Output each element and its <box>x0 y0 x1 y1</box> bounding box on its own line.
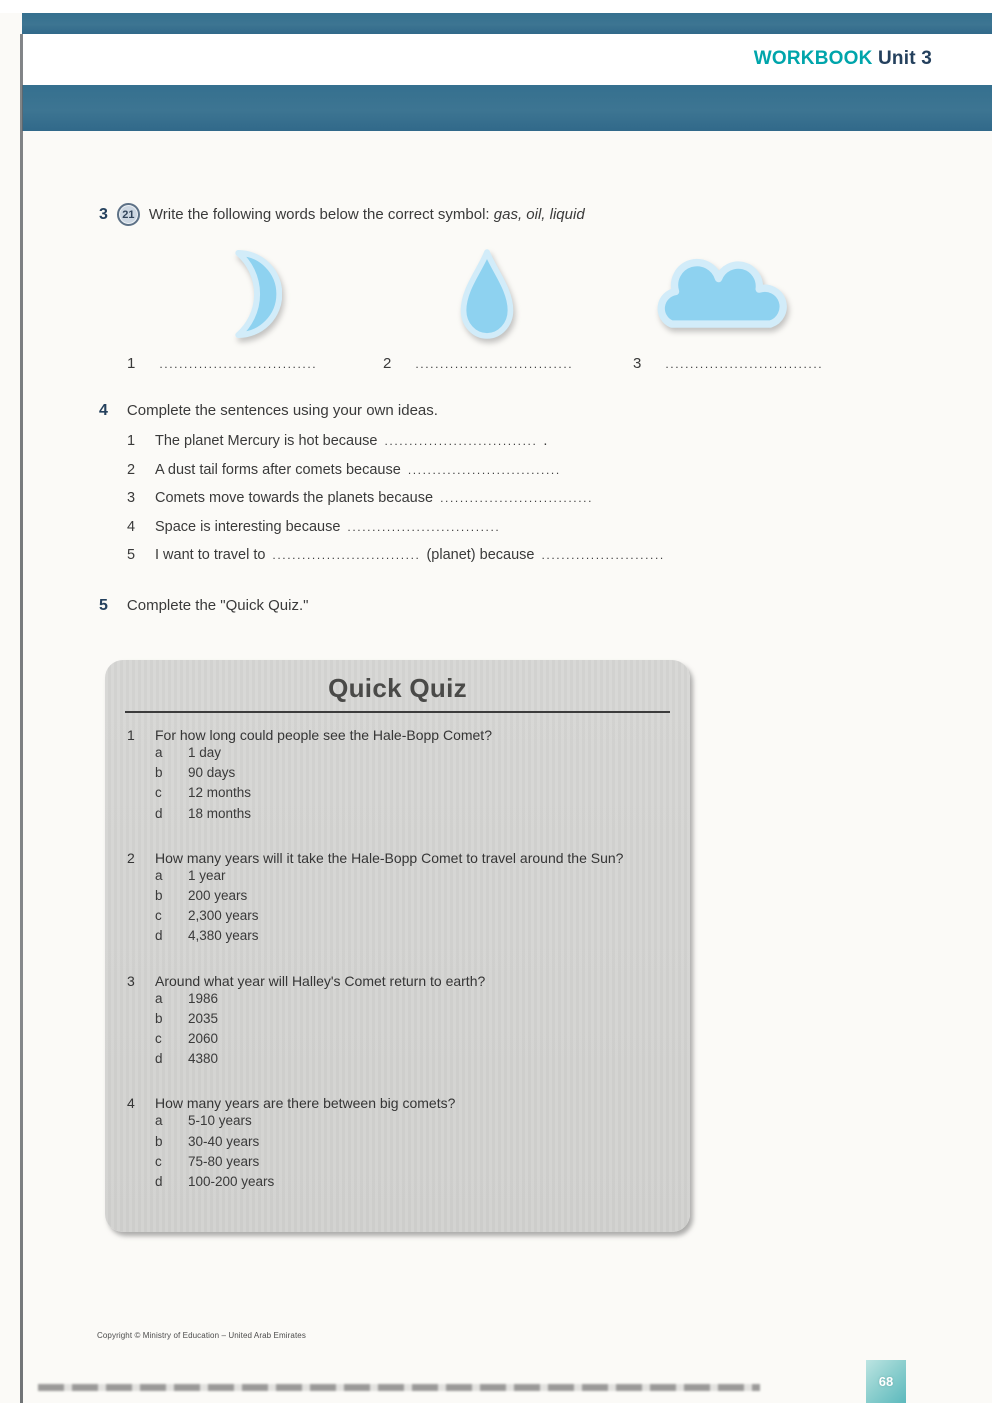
quiz-question-2: 2 How many years will it take the Hale-Bopp Comet to travel around the Sun? a 1 year b 200 years c 2,300 years d 4,380 years <box>127 824 690 947</box>
quiz-question-1: 1 For how long could people see the Hale-Bopp Comet? a 1 day b 90 days c 12 months d 18 months <box>127 713 690 824</box>
answer-blank: ................................ <box>415 357 574 371</box>
sentence-item: 4 Space is interesting because ............................... <box>127 518 501 535</box>
answer-blank: ................................ <box>159 357 318 371</box>
quiz-title: Quick Quiz <box>328 673 467 703</box>
page-number-badge: 68 <box>866 1360 906 1403</box>
quiz-option: c 12 months <box>155 785 252 801</box>
copyright-notice: Copyright © Ministry of Education – United Arab Emirates <box>97 1331 306 1340</box>
quiz-option: b 90 days <box>155 765 236 781</box>
symbol-answer-2: 2 ................................ <box>383 355 574 372</box>
question-3-instruction: Write the following words below the correct symbol: gas, oil, liquid <box>148 206 585 223</box>
header-band-thick <box>22 85 992 131</box>
answer-blank: ......................... <box>541 548 665 563</box>
quiz-option: d 18 months <box>155 805 252 821</box>
question-5-instruction: Complete the "Quick Quiz." <box>126 597 309 614</box>
quiz-question-3: 3 Around what year will Halley's Comet return to earth? a 1986 b 2035 c 2060 d 4380 <box>127 947 690 1070</box>
answer-blank: ............................... <box>440 491 594 506</box>
symbol-answer-1: 1 ................................ <box>127 355 318 372</box>
cloud-icon <box>652 247 790 341</box>
question-4-instruction: Complete the sentences using your own ideas. <box>126 402 438 419</box>
sentence-item: 1 The planet Mercury is hot because ............................... . <box>127 433 548 449</box>
sentence-item: 3 Comets move towards the planets because ............................... <box>127 490 594 507</box>
answer-blank: ............................... <box>384 434 538 448</box>
scan-smudge-artifact <box>38 1384 760 1391</box>
audio-track-icon: 21 <box>117 203 140 226</box>
word-bank: gas, oil, liquid <box>493 206 585 223</box>
quiz-option: b 200 years <box>155 888 248 904</box>
answer-blank: ............................... <box>407 462 561 477</box>
water-drop-icon <box>455 240 519 348</box>
quiz-question-4: 4 How many years are there between big comets? a 5-10 years b 30-40 years c 75-80 years d 100-200 years <box>127 1069 690 1192</box>
sentence-item: 5 I want to travel to .............................. (planet) because ......................... <box>127 547 665 564</box>
quiz-option: a 1 day <box>155 745 222 760</box>
scan-edge-artifact <box>20 34 23 1403</box>
question-3-number: 3 <box>99 205 108 223</box>
quiz-option: d 4380 <box>155 1051 219 1067</box>
workbook-label: WORKBOOK <box>753 48 873 69</box>
answer-blank: ................................ <box>665 357 824 371</box>
answer-blank: ............................... <box>347 519 501 534</box>
question-5-header <box>99 597 308 615</box>
top-margin <box>0 0 992 13</box>
unit-label: Unit 3 <box>878 48 932 69</box>
question-5-number: 5 <box>99 597 108 614</box>
quick-quiz-box <box>105 660 690 1232</box>
quiz-option: a 1 year <box>155 867 226 883</box>
quiz-option: b 2035 <box>155 1010 219 1026</box>
sentence-item: 2 A dust tail forms after comets because ............................... <box>127 461 561 478</box>
quiz-option: a 1986 <box>155 990 219 1006</box>
quiz-option: c 75-80 years <box>155 1153 260 1169</box>
quiz-option: b 30-40 years <box>155 1133 260 1149</box>
crescent-moon-icon <box>196 238 282 350</box>
quiz-option: c 2060 <box>155 1031 219 1047</box>
question-3-header <box>99 203 739 226</box>
question-4-header <box>99 402 438 420</box>
page-title <box>754 48 932 70</box>
answer-blank: .............................. <box>272 548 421 563</box>
quiz-option: d 100-200 years <box>155 1174 275 1190</box>
question-4-items <box>127 433 947 576</box>
symbol-answer-3: 3 ................................ <box>633 355 824 372</box>
question-4-number: 4 <box>99 402 108 419</box>
quiz-option: a 5-10 years <box>155 1113 252 1129</box>
quiz-option: d 4,380 years <box>155 928 259 944</box>
quiz-option: c 2,300 years <box>155 908 259 924</box>
header-band-thin <box>22 13 992 34</box>
